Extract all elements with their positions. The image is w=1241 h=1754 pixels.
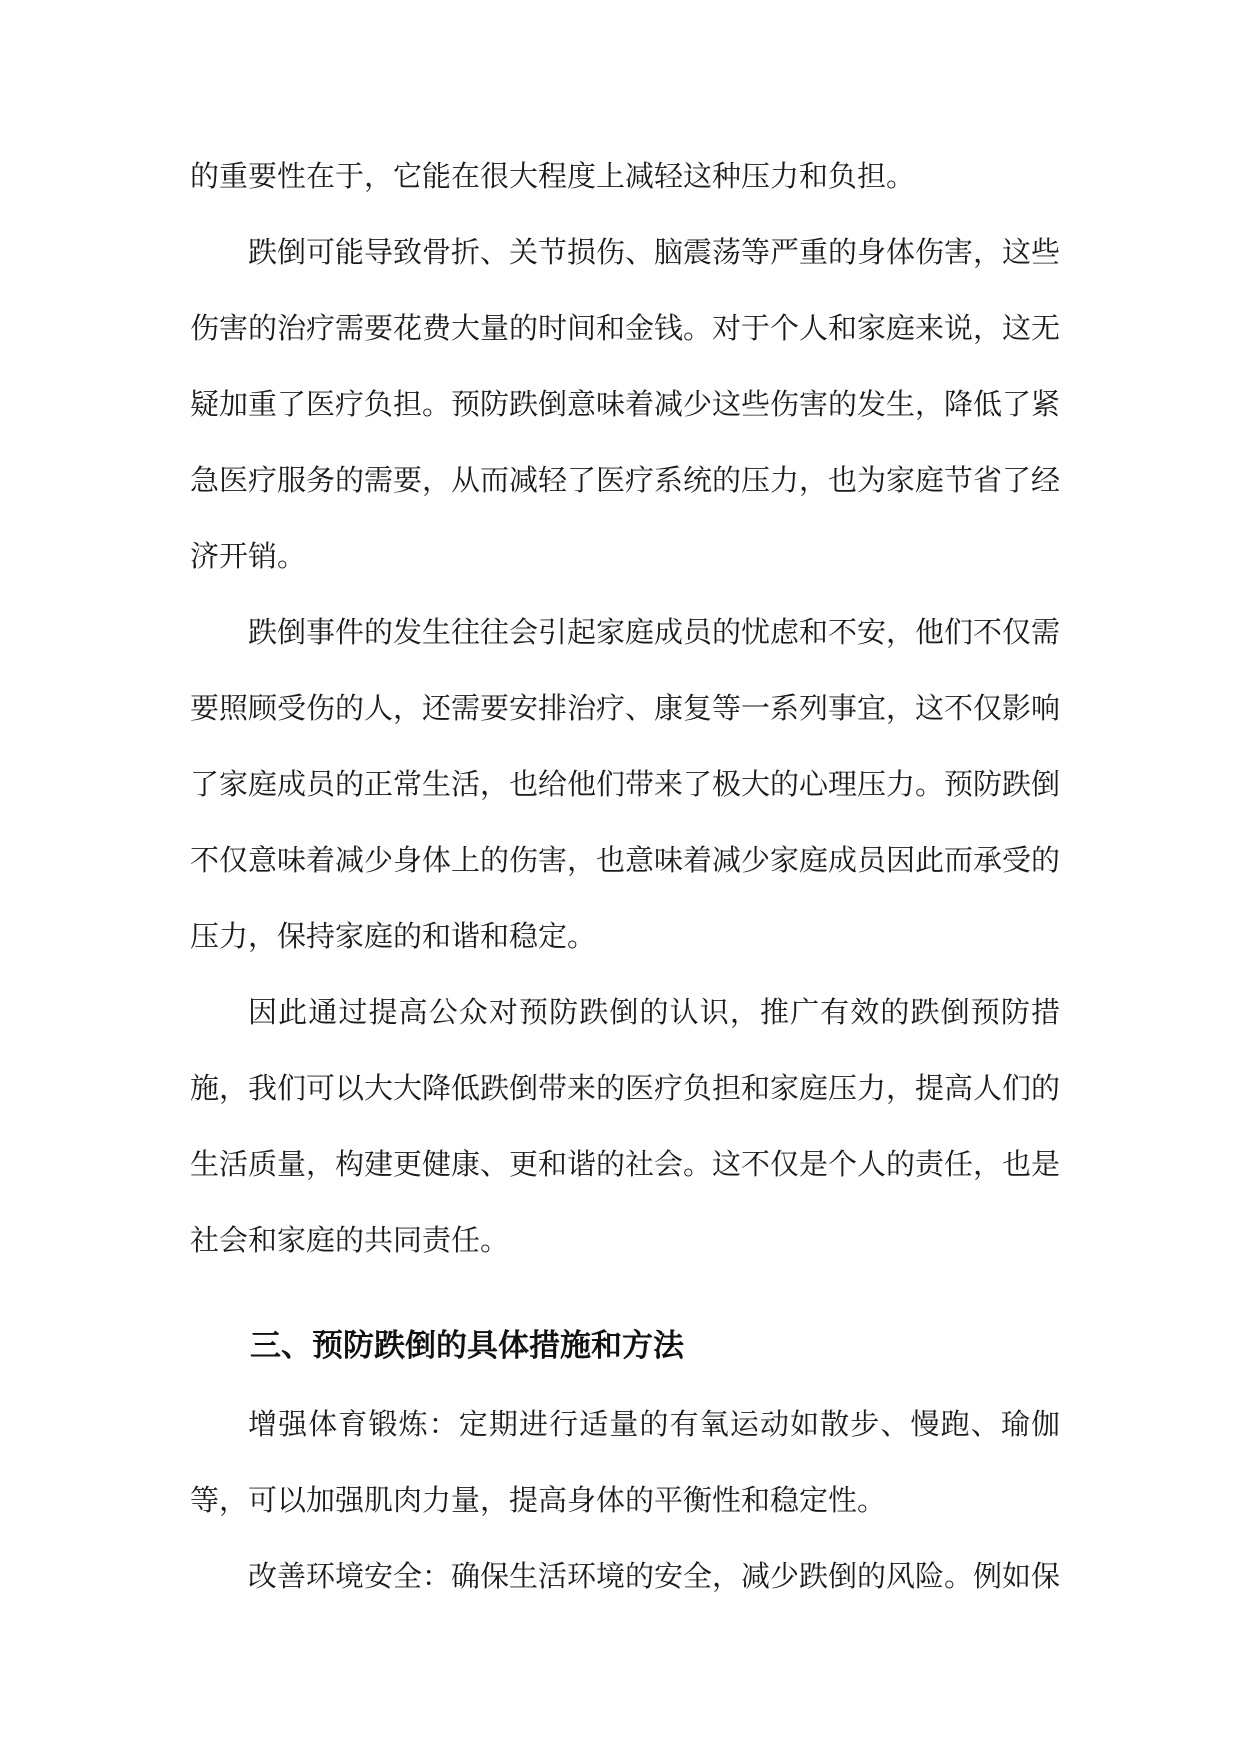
paragraph-conclusion: 因此通过提高公众对预防跌倒的认识，推广有效的跌倒预防措施，我们可以大大降低跌倒带来的医疗负担和家庭压力，提高人们的生活质量，构建更健康、更和谐的社会。这不仅是个人的责任，也是社会和家庭的共同责任。 xyxy=(190,995,1061,1257)
paragraph-medical-burden: 跌倒可能导致骨折、关节损伤、脑震荡等严重的身体伤害，这些伤害的治疗需要花费大量的时间和金钱。对于个人和家庭来说，这无疑加重了医疗负担。预防跌倒意味着减少这些伤害的发生，降低了紧急医疗服务的需要，从而减轻了医疗系统的压力，也为家庭节省了经济开销。 xyxy=(190,235,1061,573)
paragraph-family-pressure: 跌倒事件的发生往往会引起家庭成员的忧虑和不安，他们不仅需要照顾受伤的人，还需要安排治疗、康复等一系列事宜，这不仅影响了家庭成员的正常生活，也给他们带来了极大的心理压力。预防跌倒不仅意味着减少身体上的伤害，也意味着减少家庭成员因此而承受的压力，保持家庭的和谐和稳定。 xyxy=(190,615,1061,953)
paragraph-environment: 改善环境安全：确保生活环境的安全，减少跌倒的风险。例如保 xyxy=(248,1559,1061,1593)
document-body xyxy=(190,138,1060,1614)
paragraph-exercise: 增强体育锻炼：定期进行适量的有氧运动如散步、慢跑、瑜伽等，可以加强肌肉力量，提高身体的平衡性和稳定性。 xyxy=(190,1407,1060,1517)
paragraph-continuation: 的重要性在于，它能在很大程度上减轻这种压力和负担。 xyxy=(190,159,916,193)
section-heading: 三、预防跌倒的具体措施和方法 xyxy=(250,1328,684,1364)
